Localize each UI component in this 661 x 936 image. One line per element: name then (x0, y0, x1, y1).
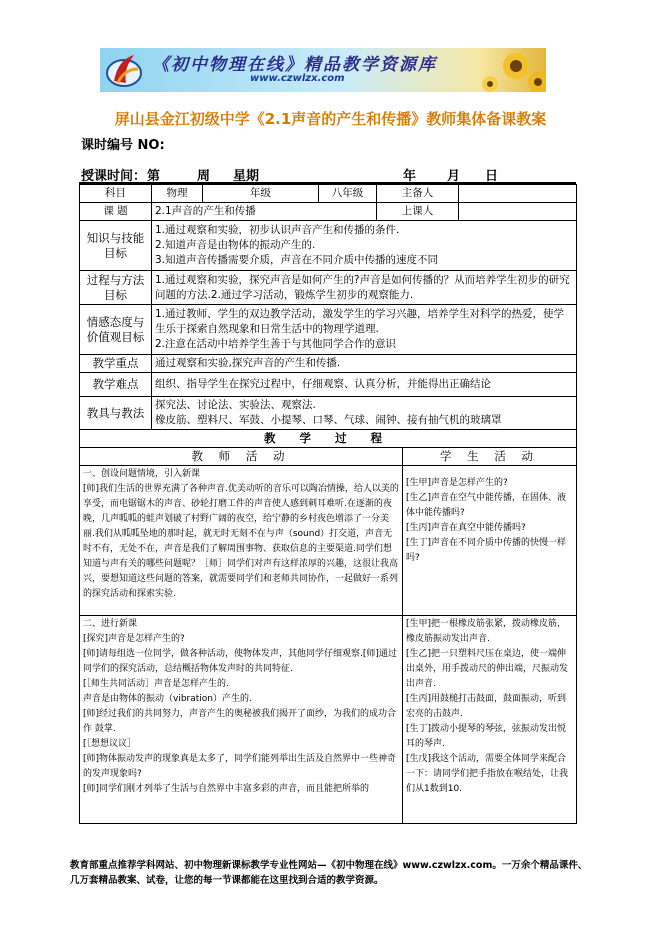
process-label: 过程与方法目标 (80, 271, 152, 305)
table-row (80, 397, 577, 430)
list-item: [生丙]用鼓槌打击鼓面，鼓面振动，听到宏亮的击鼓声. (406, 694, 567, 719)
year-label: 年 (403, 169, 417, 184)
week-label: 周 (197, 169, 211, 184)
list-item: [生甲]把一根橡皮筋张紧，拨动橡皮筋，橡皮筋振动发出声音. (406, 619, 567, 644)
day-label: 日 (485, 169, 499, 184)
subject-value: 物理 (152, 185, 203, 203)
banner-url: www.czwlzx.com (250, 73, 345, 84)
method-value (152, 397, 577, 430)
list-item: 声音是由物体的振动（vibration）产生的. (83, 694, 252, 704)
list-item: 2.注意在活动中培养学生善于与其他同学合作的意识 (155, 338, 397, 350)
list-item: [生丁]声音在不同介质中传播的快慢一样吗? (406, 538, 567, 563)
list-item: [师]同学们刚才列举了生活与自然界中丰富多彩的声音，而且能把所举的 (83, 784, 370, 794)
preparer-value (459, 185, 577, 203)
list-item: 2.知道声音是由物体的振动产生的. (155, 239, 316, 251)
list-item: [［想想议议］ (83, 739, 137, 749)
emotion-label: 情感态度与价值观目标 (80, 305, 152, 355)
list-item: 二、进行新课 (83, 619, 138, 629)
grade-value: 八年级 (319, 185, 377, 203)
header-banner (100, 48, 546, 92)
student-activity-header: 学 生 活 动 (403, 448, 577, 466)
teaching-time-label: 授课时间： (81, 169, 147, 184)
week-prefix: 第 (147, 169, 161, 184)
list-item: [师]经过我们的共同努力，声音产生的奥秘被我们揭开了面纱，为我们的成功合作 鼓掌. (83, 709, 397, 734)
list-item: [［师生共同活动］声音是怎样产生的. (83, 679, 229, 689)
month-label: 月 (447, 169, 461, 184)
list-item: [生乙]声音在空气中能传播，在固体、液体中能传播吗? (406, 493, 567, 518)
table-row (80, 448, 577, 466)
list-item: [师]物体振动发声的现象真是太多了，同学们能列举出生活及自然界中一些神奇的发声现象吗? (83, 754, 397, 779)
teacher-value (459, 203, 577, 221)
difficulty-label: 教学难点 (80, 373, 152, 397)
document-title: 屏山县金江初级中学《2.1声音的产生和传播》教师集体备课教案 (114, 110, 547, 128)
table-row (80, 305, 577, 355)
list-item: [生丙]声音在真空中能传播吗? (406, 523, 526, 533)
list-item: 1.通过教师、学生的双边教学活动，激发学生的学习兴趣，培养学生对科学的热爱，使学生乐于探索自然现象和日常生活中的物理学道理. (155, 308, 565, 335)
key-point-value: 通过观察和实验,探究声音的产生和传播. (152, 355, 577, 373)
list-item: 一、创设问题情境，引入新课 (83, 469, 201, 479)
table-row (80, 221, 577, 271)
course-number: 课时编号 NO: (81, 138, 165, 153)
table-row (80, 271, 577, 305)
list-item: [生甲]声音是怎样产生的? (406, 478, 508, 488)
banner-title: 《初中物理在线》精品教学资源库 (152, 55, 437, 75)
grade-label: 年级 (203, 185, 319, 203)
section-title: 教 学 过 程 (80, 430, 577, 448)
table-row (80, 185, 577, 203)
preparer-label: 主备人 (377, 185, 459, 203)
list-item: [师]我们生活的世界充满了各种声音.优美动听的音乐可以陶冶情操，给人以美的享受，而电锯锯木的声音、砂轮打磨工件的声音使人感到刺耳难听.在逐渐的夜晚，几声呱呱的蛙声划破了村野广阔的夜空，给宁静的乡村夜色增添了一分美丽.我们从呱呱坠地的那时起，就无时无刻不在与声（sound）打交道，声音无时不有，无处不在，声音是我们了解周围事物、获取信息的主要渠道.同学们想知道与声有关的哪些问题呢？［师］同学们对声有这样浓厚的兴趣，这很让我高兴，要想知道这些问题的答案，就需要同学们和老师共同协作，一起做好一系列的探究活动和探索实验. (83, 484, 399, 599)
table-row (80, 430, 577, 448)
lesson-plan-table (79, 184, 577, 824)
footer-note: 教育部重点推荐学科网站、初中物理新课标教学专业性网站—《初中物理在线》www.czwlzx.com。一万余个精品课件、几万套精品教案、试卷，让您的每一节课都能在这里找到合适的教学资源。 (70, 860, 588, 886)
table-row (80, 466, 577, 616)
difficulty-value: 组织、指导学生在探究过程中，仔细观察、认真分析，并能得出正确结论 (152, 373, 577, 397)
list-item: [生乙]把一只塑料尺压在桌边，使一端伸出桌外，用手拨动尺的伸出端，尺振动发出声音. (406, 649, 569, 689)
list-item: [生戊]我这个活动，需要全体同学来配合一下：请同学们把手指放在喉结处，让我们从1数到10. (406, 754, 569, 794)
key-point-label: 教学重点 (80, 355, 152, 373)
subject-label: 科目 (80, 185, 152, 203)
list-item: [探究]声音是怎样产生的? (83, 634, 185, 644)
topic-value: 2.1声音的产生和传播 (152, 203, 377, 221)
list-item: [师]请每组选一位同学，做各种活动，使物体发声，其他同学仔细观察.[师]通过同学们的探究活动，总结概括物体发声时的共同特征. (83, 649, 397, 674)
sunflower-image (456, 48, 546, 92)
list-item: 3.知道声音传播需要介质，声音在不同介质中传播的速度不同 (155, 254, 439, 266)
weekday-label: 星期 (233, 169, 260, 184)
table-row (80, 616, 577, 824)
student-activity-part1 (403, 466, 577, 616)
teacher-label: 上课人 (377, 203, 459, 221)
method-label: 教具与教法 (80, 397, 152, 430)
student-activity-part2 (403, 616, 577, 824)
list-item: 1.通过观察和实验，初步认识声音产生和传播的条件. (155, 224, 400, 236)
teacher-activity-header: 教 师 活 动 (80, 448, 403, 466)
site-logo (104, 51, 144, 89)
topic-label: 课 题 (80, 203, 152, 221)
table-row (80, 373, 577, 397)
list-item: 探究法、讨论法、实验法、观察法. (155, 399, 316, 411)
teacher-activity-part1 (80, 466, 403, 616)
list-item: 1.通过观察和实验，探究声音是如何产生的?声音是如何传播的？从而培养学生初步的研究问题的方法.2.通过学习活动，锻炼学生初步的观察能力. (155, 273, 570, 301)
list-item: [生丁]拨动小提琴的琴弦，弦振动发出悦耳的琴声. (406, 724, 567, 749)
emotion-goals (152, 305, 577, 355)
knowledge-goals (152, 221, 577, 271)
knowledge-label: 知识与技能目标 (80, 221, 152, 271)
table-row (80, 203, 577, 221)
process-goals (152, 271, 577, 305)
teacher-activity-part2 (80, 616, 403, 824)
table-row (80, 355, 577, 373)
list-item: 橡皮筋、塑料尺、军鼓、小提琴、口琴、气球、闹钟、接有抽气机的玻璃罩 (155, 414, 502, 426)
